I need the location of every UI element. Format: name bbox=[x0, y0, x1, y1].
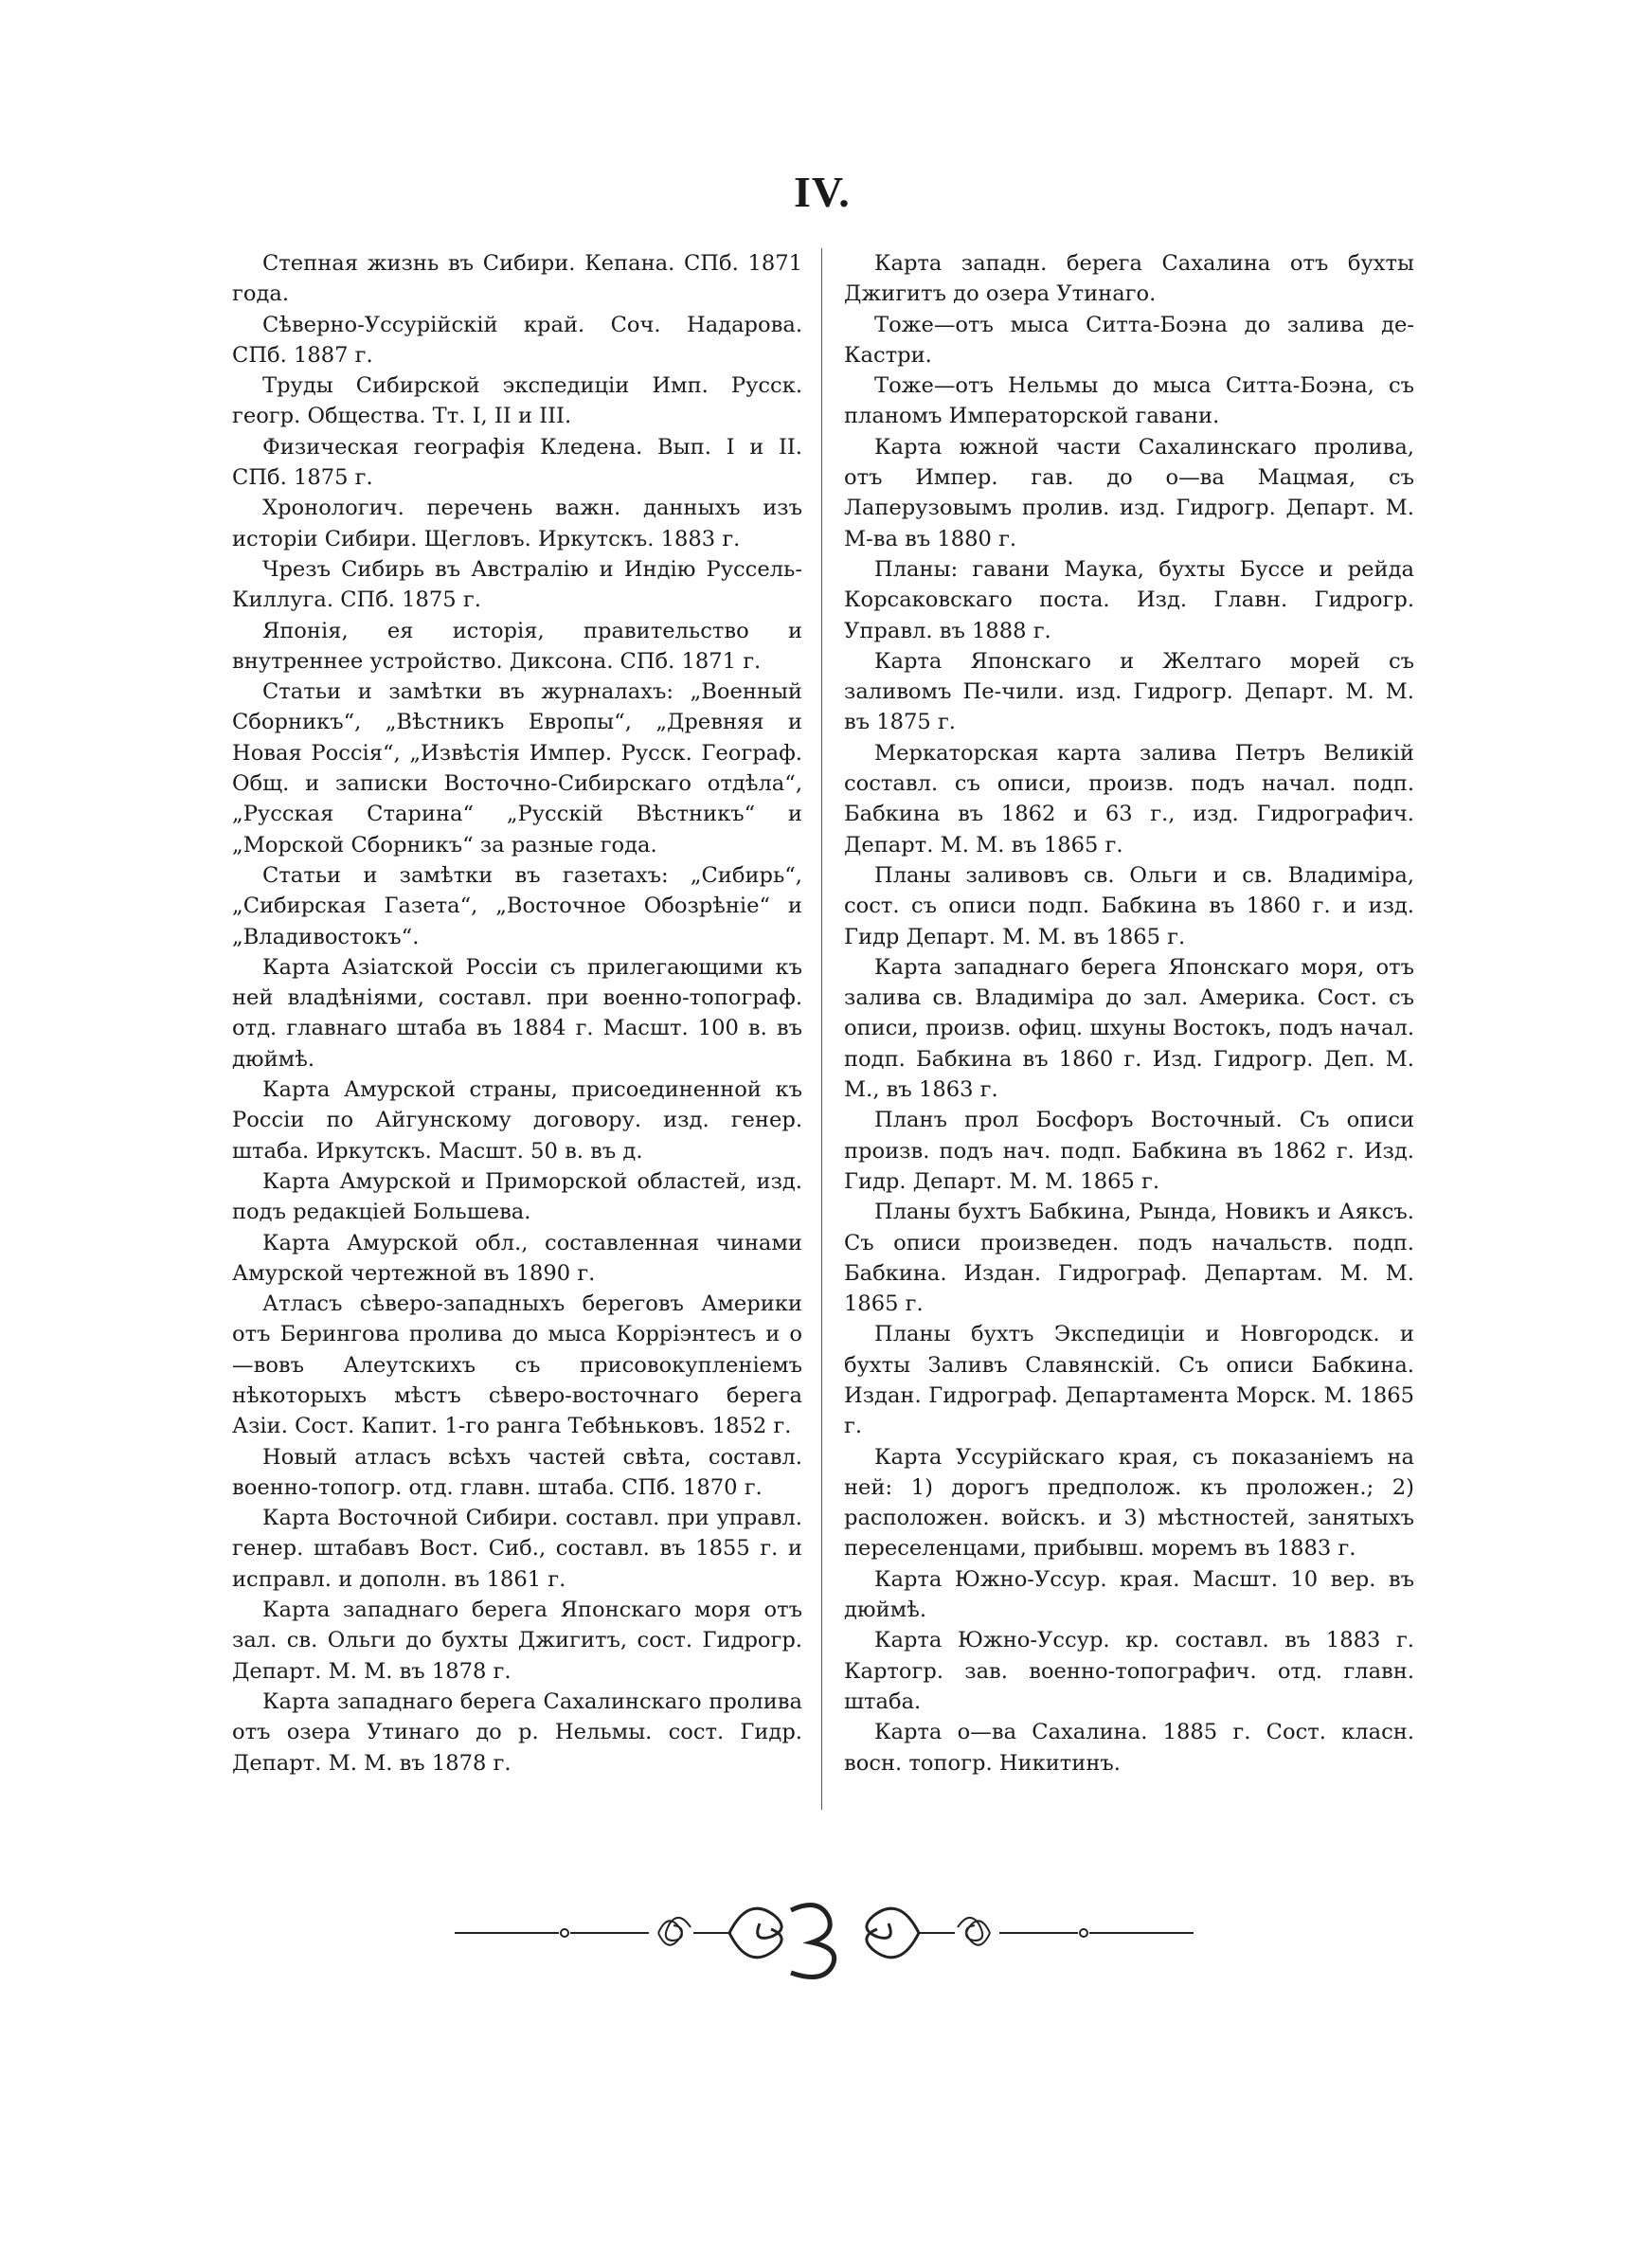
left-column-entry: Карта Азіатской Россіи съ прилегающими къ ней владѣніями, составл. при военно-топограф. отд. главнаго штаба въ 1884 г. Масшт. 100 в. въ дюймѣ. bbox=[232, 954, 802, 1072]
right-column-entry: Карта Японскаго и Желтаго морей съ заливомъ Пе-чили. изд. Гидрогр. Департ. М. М. въ 1875 г. bbox=[844, 648, 1414, 735]
left-column-entry: Японія, ея исторія, правительство и внутреннее устройство. Диксона. СПб. 1871 г. bbox=[232, 618, 802, 674]
ornament-tailpiece bbox=[445, 1886, 1203, 1980]
left-column-entry: Труды Сибирской экспедиціи Имп. Русск. геогр. Общества. Тт. I, II и III. bbox=[232, 373, 802, 429]
left-column-entry: Карта Амурской и Приморской областей, изд. подъ редакціей Большева. bbox=[232, 1168, 802, 1225]
left-column-entry: Новый атласъ всѣхъ частей свѣта, составл. военно-топогр. отд. главн. штаба. СПб. 1870 г. bbox=[232, 1444, 802, 1500]
left-column-entry: Карта западнаго берега Сахалинскаго пролива отъ озера Утинаго до р. Нельмы. сост. Гидр. Департ. М. М. въ 1878 г. bbox=[232, 1688, 802, 1776]
right-column-entry: Меркаторская карта залива Петръ Великій составл. съ описи, произв. подъ начал. подп. Бабкина въ 1862 и 63 г., изд. Гидрографич. Департ. М. М. въ 1865 г. bbox=[844, 740, 1414, 858]
left-column-entry: Карта Восточной Сибири. составл. при управл. генер. штабавъ Вост. Сиб., составл. въ 1855 г. и исправл. и дополн. въ 1861 г. bbox=[232, 1506, 802, 1592]
right-column-entry: Карта Южно-Уссур. кр. составл. въ 1883 г. Картогр. зав. военно-топографич. отд. главн. штаба. bbox=[844, 1628, 1414, 1714]
left-column-entry: Атласъ сѣверо-западныхъ береговъ Америки отъ Берингова пролива до мыса Корріэнтесъ и о—вовъ Алеутскихъ съ присовокупленіемъ нѣкоторыхъ мѣстъ сѣверо-восточнаго берега Азіи. Сост. Капит. 1-го ранга Тебѣньковъ. 1852 г. bbox=[232, 1291, 802, 1439]
right-column-entry: Карта западнаго берега Японскаго моря, отъ залива св. Владиміра до зал. Америка. Сост. съ описи, произв. офиц. шхуны Востокъ, подъ начал. подп. Бабкина въ 1860 г. Изд. Гидрогр. Деп. М. М., въ 1863 г. bbox=[844, 954, 1414, 1103]
right-column-entry: Планы бухтъ Экспедиціи и Новгородск. и бухты Заливъ Славянскій. Съ описи Бабкина. Издан. Гидрограф. Департамента Морск. М. 1865 г. bbox=[844, 1322, 1414, 1439]
page-number: IV. bbox=[794, 168, 851, 216]
right-column-entry: Планы заливовъ св. Ольги и св. Владиміра, сост. съ описи подп. Бабкина въ 1860 г. и изд. Гидр Департ. М. М. въ 1865 г. bbox=[844, 862, 1414, 949]
left-column-entry: Сѣверно-Уссурійскій край. Соч. Надарова. СПб. 1887 г. bbox=[232, 312, 802, 368]
left-column-entry: Физическая географія Кледена. Вып. I и II. СПб. 1875 г. bbox=[232, 434, 802, 491]
right-column-entry: Карта о—ва Сахалина. 1885 г. Сост. класн. восн. топогр. Никитинъ. bbox=[844, 1720, 1414, 1776]
right-column-entry: Карта Уссурійскаго края, съ показаніемъ на ней: 1) дорогъ предполож. къ проложен.; 2) расположен. войскъ. и 3) мѣстностей, занятыхъ переселенцами, прибывш. моремъ въ 1883 г. bbox=[844, 1444, 1414, 1562]
left-column-entry: Карта Амурской страны, присоединенной къ Россіи по Айгунскому договору. изд. генер. штаба. Иркутскъ. Масшт. 50 в. въ д. bbox=[232, 1077, 802, 1164]
right-column-entry: Тоже—отъ Нельмы до мыса Ситта-Боэна, съ планомъ Императорской гавани. bbox=[844, 373, 1414, 429]
right-column-entry: Планы: гавани Маука, бухты Буссе и рейда Корсаковскаго поста. Изд. Главн. Гидрогр. Управл. въ 1888 г. bbox=[844, 556, 1414, 643]
right-column-entry: Карта западн. берега Сахалина отъ бухты Джигитъ до озера Утинаго. bbox=[844, 251, 1414, 307]
left-column-entry: Карта западнаго берега Японскаго моря отъ зал. св. Ольги до бухты Джигитъ, сост. Гидрогр. Департ. М. М. въ 1878 г. bbox=[232, 1598, 802, 1684]
right-column-entry: Тоже—отъ мыса Ситта-Боэна до залива де-Кастри. bbox=[844, 312, 1414, 368]
right-column-entry: Карта Южно-Уссур. края. Масшт. 10 вер. въ дюймѣ. bbox=[844, 1566, 1414, 1623]
right-column bbox=[844, 248, 1414, 1779]
left-column-entry: Степная жизнь въ Сибири. Кепана. СПб. 1871 года. bbox=[232, 251, 802, 307]
right-column-entry: Планы бухтъ Бабкина, Рында, Новикъ и Аяксъ. Съ описи произведен. подъ начальств. подп. Бабкина. Издан. Гидрограф. Департам. М. М. 1865 г. bbox=[844, 1200, 1414, 1317]
left-column-entry: Чрезъ Сибирь въ Австралію и Индію Руссель-Киллуга. СПб. 1875 г. bbox=[232, 556, 802, 613]
right-column-entry: Карта южной части Сахалинскаго пролива, отъ Импер. гав. до о—ва Мацмая, съ Лаперузовымъ пролив. изд. Гидрогр. Департ. М. М-ва въ 1880 г. bbox=[844, 434, 1414, 551]
left-column-entry: Карта Амурской обл., составленная чинами Амурской чертежной въ 1890 г. bbox=[232, 1230, 802, 1286]
left-column-entry: Статьи и замѣтки въ журналахъ: „Военный Сборникъ“, „Вѣстникъ Европы“, „Древняя и Новая Россія“, „Извѣстія Импер. Русск. Географ. Общ. и записки Восточно-Сибирскаго отдѣла“, „Русская Старина“ „Русскій Вѣстникъ“ и „Морской Сборникъ“ за разные года. bbox=[232, 679, 802, 858]
left-column bbox=[232, 248, 802, 1779]
right-column-entry: Планъ прол Босфоръ Восточный. Съ описи произв. подъ нач. подп. Бабкина въ 1862 г. Изд. Гидр. Департ. М. М. 1865 г. bbox=[844, 1108, 1414, 1194]
left-column-entry: Хронологич. перечень важн. данныхъ изъ исторіи Сибири. Щегловъ. Иркутскъ. 1883 г. bbox=[232, 496, 802, 551]
left-column-entry: Статьи и замѣтки въ газетахъ: „Сибирь“, „Сибирская Газета“, „Восточное Обозрѣніе“ и „Владивостокъ“. bbox=[232, 862, 802, 949]
column-divider bbox=[821, 248, 822, 1810]
